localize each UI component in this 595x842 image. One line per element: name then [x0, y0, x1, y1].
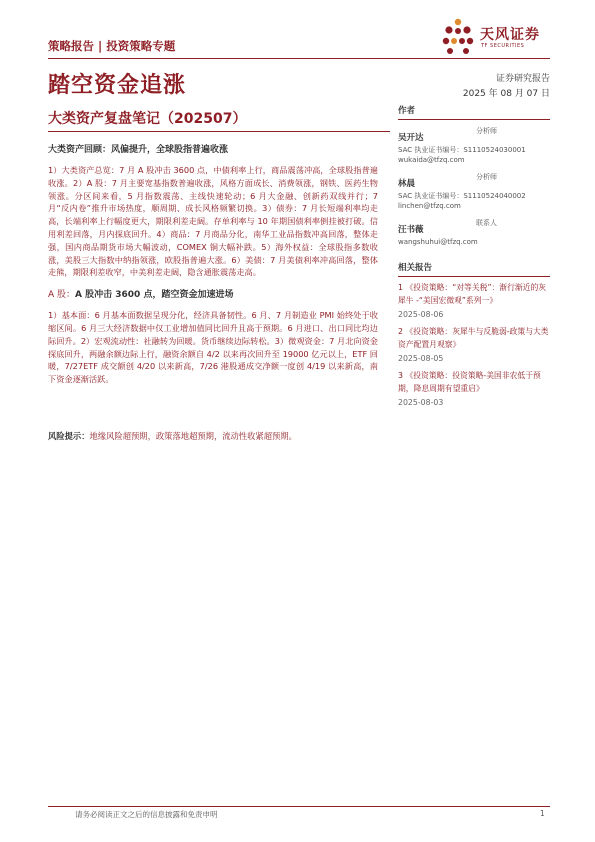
analyst-card [398, 125, 550, 171]
a-share-paragraph: 1）基本面：6 月基本面数据呈现分化，经济具备韧性。6 月、7 月制造业 PMI 始终处于收缩区间。6 月三大经济数据中仅工业增加值同比回升且高于预期。6 月进口、出口同比均边际回升。2）宏观流动性：社融转为回暖。货币继续边际转松。3）微观资金：7 月北向资金探底回升，两融余额边际上行，融资余额自 4/2 以来再次回升至 19000 亿元以上，ETF 回暖，7/27ETF 成交额创 4/20 以来新高，7/26 港股通成交净额一度创 4/19 以来新高，南下资金逐渐活跃。 [48, 310, 378, 385]
analyst-email[interactable]: wangshuhui@tfzq.com [398, 238, 478, 246]
related-report-item[interactable] [398, 325, 550, 363]
brand-name: 天风证券 [480, 27, 540, 43]
authors-heading: 作者 [398, 106, 416, 116]
brand-subtitle: TF SECURITIES [481, 43, 525, 49]
a-share-heading-text: A 股冲击 3600 点，踏空资金加速进场 [75, 290, 234, 301]
related-list [398, 281, 550, 407]
authors-panel [398, 104, 550, 407]
analyst-name: 林晨 [398, 179, 416, 189]
analyst-name: 吴开达 [398, 133, 424, 143]
authors-divider [398, 119, 550, 120]
related-report-date: 2025-08-03 [398, 398, 444, 407]
analyst-card [398, 217, 550, 247]
analyst-role: 分析师 [476, 173, 497, 181]
related-report-date: 2025-08-05 [398, 354, 444, 363]
header-divider [48, 58, 550, 59]
logo-icon [440, 17, 476, 57]
report-category: 策略报告 | 投资策略专题 [48, 39, 176, 53]
review-paragraph: 1）大类资产总览：7 月 A 股冲击 3600 点，中债利率上行，商品震荡冲高，全球股指普遍收涨。2）A 股：7 月主要宽基指数普遍收涨，风格方面成长、消费领涨，钢铁、医药生物领涨。分区间来看，5 月指数震荡、主线快速轮动；6 月大金融、创新药双线并行；7 月“反内卷”推升市场热度，顺周期、成长风格频繁切换。3）债券：7 月长短端利率均走高，长端利率上行幅度更大，期限利差走阔。存单利率与 10 年期国债利率倒挂被打破。信用利差回落，月内探底回升。4）商品：7 月商品分化，南华工业品指数冲高回落，整体走强，国内商品期货市场大幅波动，COMEX 铜大幅补跌。5）海外权益：全球股指多数收涨，美股三大指数中纳指领涨，欧股指普遍大涨。6）美债：7 月美债利率冲高回落，整体走熊，期限利差收窄，中美利差走阔，隐含通胀震荡走高。 [48, 165, 378, 278]
analyst-name: 汪书薇 [398, 225, 424, 235]
analyst-cert: SAC 执业证书编号：S1110524030001 [398, 146, 526, 154]
related-report-item[interactable] [398, 369, 550, 407]
related-report-title[interactable]: 1 《投资策略：“对等关税”：渐行渐近的灰犀牛 -“美国宏微观”系列一》 [398, 283, 547, 305]
risk-warning [48, 430, 388, 442]
page-number: 1 [540, 809, 545, 818]
a-share-prefix: A 股： [48, 290, 76, 301]
risk-text: 地缘风险超预期，政策落地超预期，流动性收紧超预期。 [89, 431, 297, 441]
related-divider [398, 276, 550, 277]
analyst-email[interactable]: linchen@tfzq.com [398, 202, 461, 210]
footer-divider [48, 806, 550, 807]
summary-section [48, 144, 378, 386]
subtitle-divider [48, 131, 390, 132]
report-type: 证券研究报告 [495, 74, 550, 84]
report-date: 2025 年 08 月 07 日 [462, 89, 550, 99]
related-heading: 相关报告 [398, 263, 433, 273]
section-heading-review: 大类资产回顾：风偏提升，全球股指普遍收涨 [48, 145, 229, 155]
main-title: 踏空资金追涨 [48, 73, 187, 98]
footer-disclaimer: 请务必阅读正文之后的信息披露和免责申明 [75, 810, 218, 819]
sub-title: 大类资产复盘笔记（202507） [48, 111, 247, 127]
related-report-date: 2025-08-06 [398, 310, 444, 319]
risk-label: 风险提示： [48, 431, 90, 441]
analyst-role: 联系人 [476, 219, 497, 227]
related-report-title[interactable]: 2 《投资策略：灰犀牛与反脆弱-政策与大类资产配置月观察》 [398, 327, 549, 349]
related-report-item[interactable] [398, 281, 550, 319]
analyst-role: 分析师 [476, 127, 497, 135]
brand-logo [440, 17, 550, 57]
analyst-email[interactable]: wukaida@tfzq.com [398, 156, 465, 164]
analyst-cert: SAC 执业证书编号：S1110524040002 [398, 192, 526, 200]
analyst-card [398, 171, 550, 217]
related-report-title[interactable]: 3 《投资策略：投资策略-美国非农低于预期，降息周期有望重启》 [398, 371, 541, 393]
section-heading-a-share [48, 289, 378, 301]
